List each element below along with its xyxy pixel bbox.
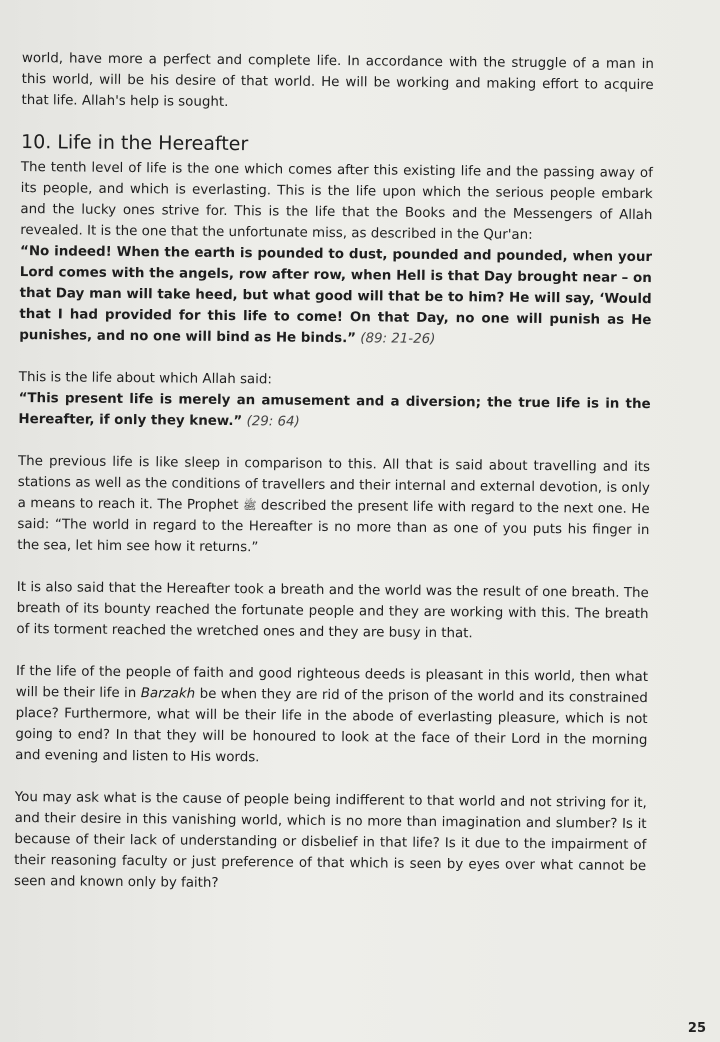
barzakh-term: Barzakh: [140, 686, 196, 702]
intro-paragraph: world, have more a perfect and complete life. In accordance with the struggle of a man in this world, will be his desire of that world. He will be working and making effort to acquire that life. Allah's help is sought.: [21, 50, 654, 110]
quote-1-reference: (89: 21-26): [360, 331, 436, 347]
paragraph-5-part-a: If the life of the people of faith and good righteous deeds is pleasant in this world, then what will be their life in: [15, 663, 649, 702]
section-heading: 10. Life in the Hereafter: [20, 130, 249, 156]
quote-1-block: [19, 241, 652, 352]
paragraph-6: You may ask what is the cause of people being indifferent to that world and not striving for it, and their desire in this vanishing world, which is no more than imagination and slumber? Is it because of their lack of understanding or disbelief in that life? Is it due to the impairment of their reasoning faculty or just preference of that which is seen by eyes over what cannot be seen and known only by faith?: [13, 789, 647, 891]
paragraph-2: This is the life about which Allah said:: [18, 369, 272, 388]
page-number: 25: [687, 1021, 706, 1036]
page-content: [14, 48, 654, 898]
quote-2-block: [18, 388, 650, 436]
quote-2: “This present life is merely an amusement and a diversion; the true life is in the Hereafter, if only they knew.”: [18, 390, 651, 430]
paragraph-5-part-b: be when they are rid of the prison of the world and its constrained place? Furthermore, what will be their life in the abode of everlasting pleasure, which is not going to end? In that they will be honoured to look at the face of their Lord in the morning and evening and listen to His words.: [15, 686, 648, 766]
quote-1: “No indeed! When the earth is pounded to dust, pounded and pounded, when your Lord comes with the angels, row after row, when Hell is that Day brought near – on that Day man will take heed, but what good will that be to him? He will say, ‘Would that I had provided for this life to come! On that Day, no one will punish as He punishes, and no one will bind as He binds.”: [19, 243, 653, 347]
paragraph-4: It is also said that the Hereafter took a breath and the world was the result of one breath. The breath of its bounty reached the fortunate people and they are working with this. The breath of its torment reached the wretched ones and they are busy in that.: [16, 579, 649, 642]
paragraph-5: [15, 661, 648, 772]
paragraph-3-part-b: described the present life with regard to the next one. He said: “The world in regard to the Hereafter is no more than as one of you puts his finger in the sea, let him see how it returns.”: [17, 498, 650, 556]
salutation-symbol-icon: ﷺ: [243, 499, 257, 513]
quote-2-reference: (29: 64): [246, 414, 300, 430]
paragraph-1: The tenth level of life is the one which comes after this existing life and the passing away of its people, and which is everlasting. This is the life upon which the serious people embark and the lucky ones strive for. This is the life that the Books and the Messengers of Allah revealed. It is the one that the unfortunate miss, as described in the Qur'an:: [20, 159, 653, 243]
paragraph-3: [17, 451, 650, 562]
paragraph-3-part-a: The previous life is like sleep in comparison to this. All that is said about travelling and its stations as well as the conditions of travellers and their internal and external devotion, is only a means to reach it. The Prophet: [17, 453, 651, 514]
